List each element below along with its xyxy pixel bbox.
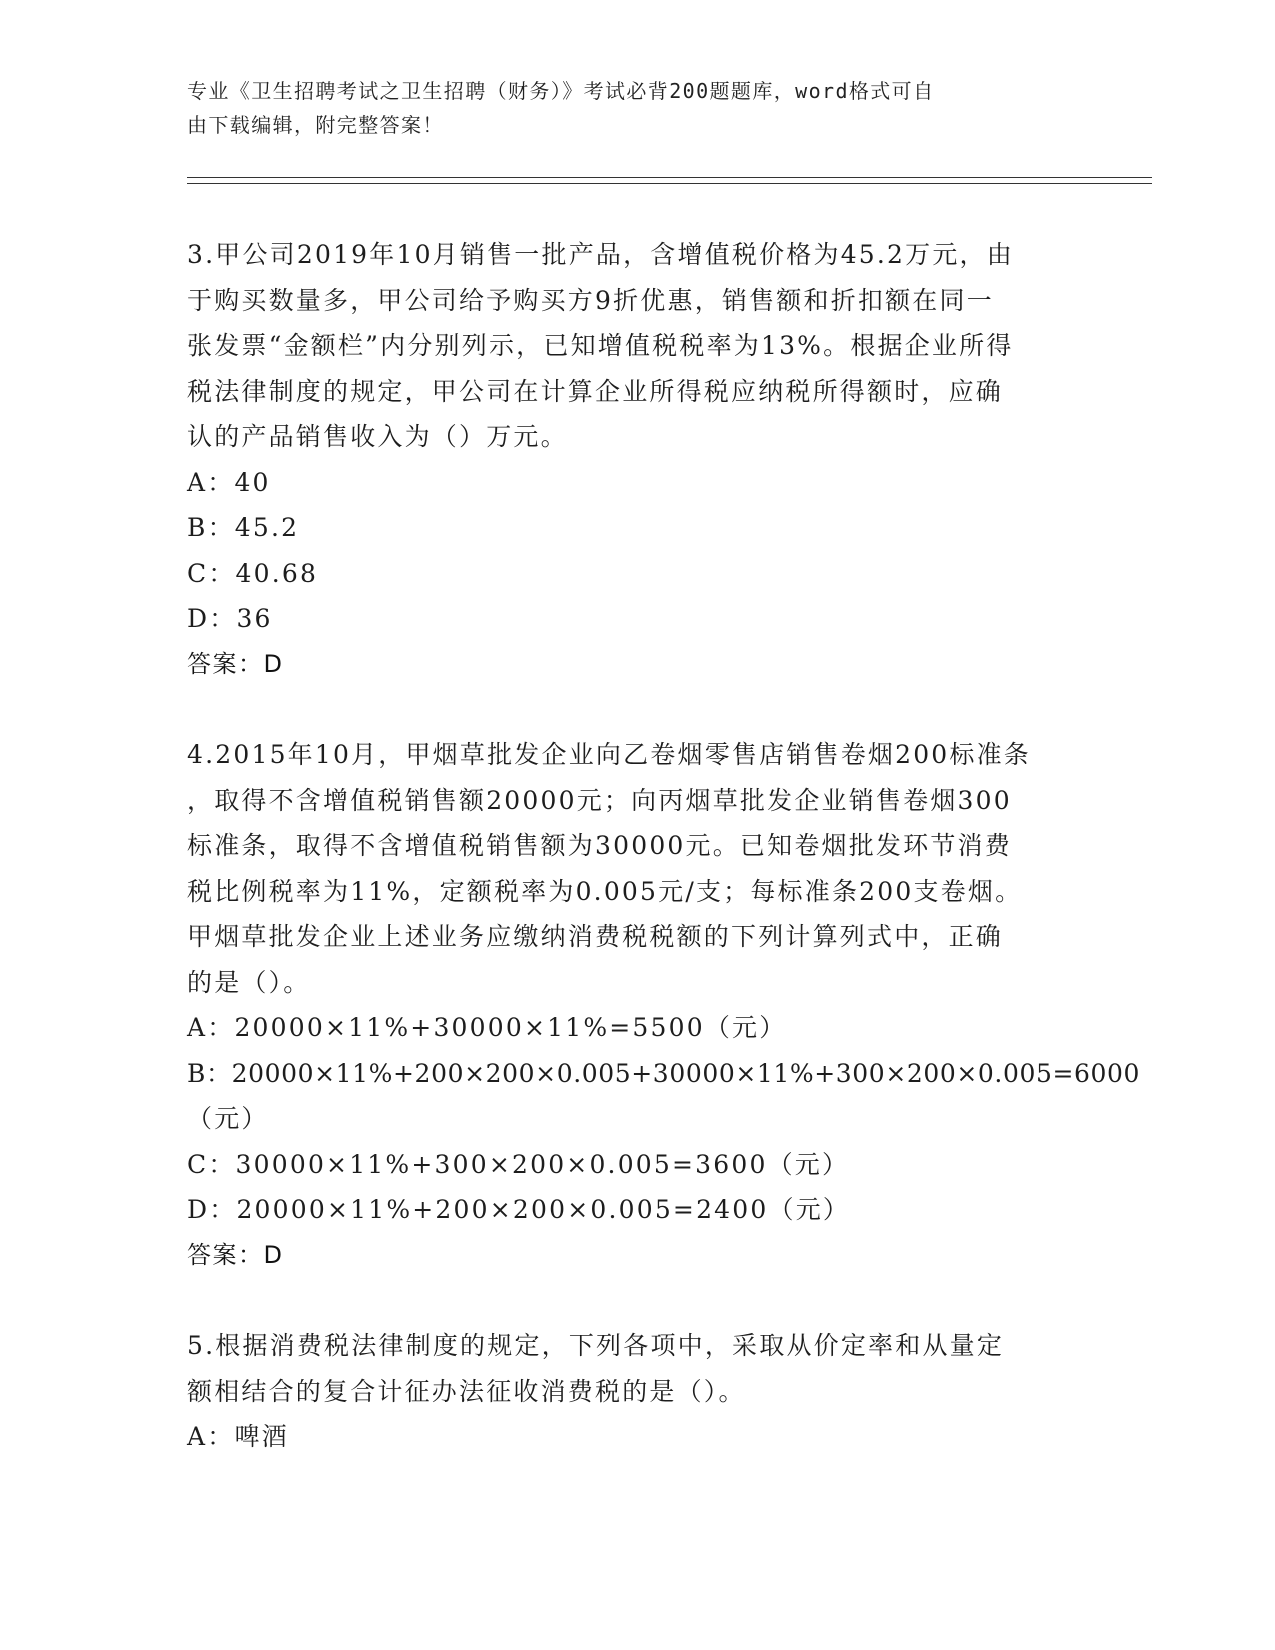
question-3-answer: 答案：D <box>187 649 284 678</box>
question-3-line: 于购买数量多，甲公司给予购买方9折优惠，销售额和折扣额在同一 <box>187 285 994 315</box>
question-3-line: 认的产品销售收入为（）万元。 <box>187 422 568 451</box>
question-4 <box>187 732 1141 1278</box>
question-4-option-a: A：20000×11%+30000×11%=5500（元） <box>187 1013 787 1042</box>
question-4-line: 标准条，取得不含增值税销售额为30000元。已知卷烟批发环节消费 <box>187 831 1012 860</box>
header-divider <box>187 177 1152 184</box>
question-spacer <box>187 687 1087 732</box>
question-spacer <box>187 1278 1087 1323</box>
question-4-option-b: B：20000×11%+200×200×0.005+30000×11%+300×200×0.005=6000 <box>187 1058 1141 1088</box>
document-header <box>187 74 1087 142</box>
question-5 <box>187 1323 1087 1460</box>
header-line-2: 由下载编辑，附完整答案！ <box>187 113 444 137</box>
question-3 <box>187 232 1087 687</box>
question-list <box>187 232 1141 1460</box>
question-4-line: 甲烟草批发企业上述业务应缴纳消费税税额的下列计算列式中，正确 <box>187 922 1004 951</box>
question-4-option-b-continued: （元） <box>187 1104 269 1133</box>
question-4-option-d: D：20000×11%+200×200×0.005=2400（元） <box>187 1195 851 1224</box>
question-4-option-c: C：30000×11%+300×200×0.005=3600（元） <box>187 1149 850 1179</box>
question-3-line: 张发票“金额栏”内分别列示，已知增值税税率为13%。根据企业所得 <box>187 331 1014 360</box>
question-3-line: 税法律制度的规定，甲公司在计算企业所得税应纳税所得额时，应确 <box>187 376 1004 406</box>
question-4-line: 4.2015年10月，甲烟草批发企业向乙卷烟零售店销售卷烟200标准条 <box>187 740 1032 769</box>
question-5-line: 5.根据消费税法律制度的规定，下列各项中，采取从价定率和从量定 <box>187 1331 1005 1360</box>
question-3-line: 3.甲公司2019年10月销售一批产品，含增值税价格为45.2万元，由 <box>187 240 1014 269</box>
question-4-answer: 答案：D <box>187 1240 284 1269</box>
question-4-line: 税比例税率为11%，定额税率为0.005元/支；每标准条200支卷烟。 <box>187 876 1023 906</box>
question-3-option-d: D：36 <box>187 604 273 633</box>
question-3-option-c: C：40.68 <box>187 558 319 588</box>
question-5-line: 额相结合的复合计征办法征收消费税的是（）。 <box>187 1376 746 1406</box>
question-4-line: ，取得不含增值税销售额20000元；向丙烟草批发企业销售卷烟300 <box>187 785 1012 815</box>
header-line-1: 专业《卫生招聘考试之卫生招聘（财务）》考试必背200题题库，word格式可自 <box>187 79 935 103</box>
question-3-option-a: A：40 <box>187 467 271 497</box>
question-5-option-a: A：啤酒 <box>187 1422 289 1451</box>
question-4-line: 的是（）。 <box>187 967 311 997</box>
question-3-option-b: B：45.2 <box>187 513 300 542</box>
